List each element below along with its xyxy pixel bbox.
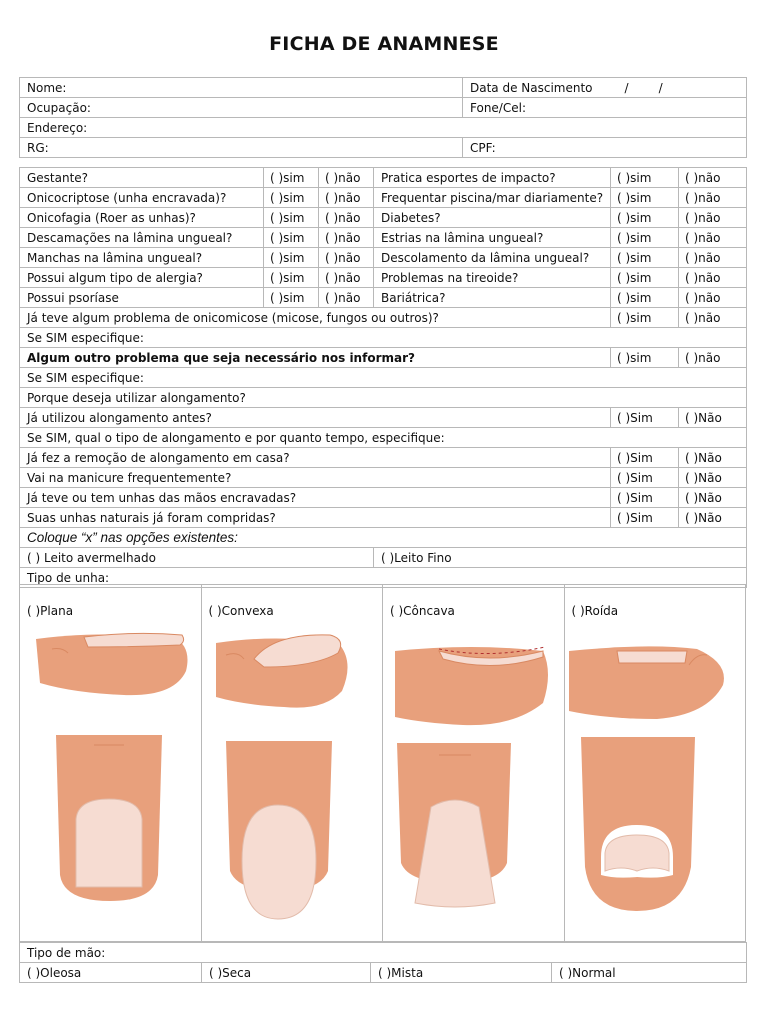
nome-field[interactable] [20, 78, 463, 98]
question-label: Já teve ou tem unhas das mãos encravadas? [20, 488, 611, 508]
question-label: Possui psoríase [20, 288, 264, 308]
sim-checkbox[interactable]: ( )sim [611, 188, 679, 208]
question-label: Algum outro problema que seja necessário nos informar? [20, 348, 611, 368]
sim-checkbox[interactable]: ( )Sim [611, 448, 679, 468]
cpf-field[interactable] [463, 138, 747, 158]
nao-checkbox[interactable]: ( )não [679, 268, 747, 288]
nao-checkbox[interactable]: ( )Não [679, 488, 747, 508]
sim-checkbox[interactable]: ( )sim [611, 228, 679, 248]
fone-label: Fone/Cel: [470, 100, 526, 115]
question-label: Onicocriptose (unha encravada)? [20, 188, 264, 208]
sim-checkbox[interactable]: ( )sim [611, 248, 679, 268]
sim-checkbox[interactable]: ( )sim [611, 348, 679, 368]
sim-checkbox[interactable]: ( )sim [264, 188, 319, 208]
nao-checkbox[interactable]: ( )não [679, 208, 747, 228]
normal-option[interactable]: ( )Normal [552, 963, 747, 983]
tipo-unha-label: Tipo de unha: [20, 568, 747, 588]
pair-row [20, 268, 747, 288]
nao-checkbox[interactable]: ( )Não [679, 448, 747, 468]
date-separator: / [624, 80, 629, 95]
question-label: Gestante? [20, 168, 264, 188]
pair-row [20, 288, 747, 308]
plana-side-illustration [34, 629, 194, 699]
nao-checkbox[interactable]: ( )não [319, 168, 374, 188]
fone-field[interactable] [463, 98, 747, 118]
nail-type-roida[interactable] [565, 585, 746, 941]
question-label: Onicofagia (Roer as unhas)? [20, 208, 264, 228]
pair-row [20, 248, 747, 268]
question-label: Descamações na lâmina ungueal? [20, 228, 264, 248]
questionnaire-table [19, 167, 747, 588]
endereco-label: Endereço: [27, 120, 88, 135]
nao-checkbox[interactable]: ( )não [679, 308, 747, 328]
mista-option[interactable]: ( )Mista [371, 963, 552, 983]
ocupacao-field[interactable] [20, 98, 463, 118]
question-label: Já utilizou alongamento antes? [20, 408, 611, 428]
pair-row [20, 168, 747, 188]
sim-checkbox[interactable]: ( )sim [611, 208, 679, 228]
question-label: Manchas na lâmina ungueal? [20, 248, 264, 268]
reason-field[interactable]: Porque deseja utilizar alongamento? [20, 388, 747, 408]
sim-checkbox[interactable]: ( )sim [611, 168, 679, 188]
rg-field[interactable] [20, 138, 463, 158]
nao-checkbox[interactable]: ( )Não [679, 468, 747, 488]
question-label: Suas unhas naturais já foram compridas? [20, 508, 611, 528]
concava-top-illustration [395, 743, 515, 913]
sim-checkbox[interactable]: ( )Sim [611, 488, 679, 508]
question-label: Pratica esportes de impacto? [374, 168, 611, 188]
specify-field[interactable]: Se SIM especifique: [20, 328, 747, 348]
seca-option[interactable]: ( )Seca [202, 963, 371, 983]
date-separator: / [658, 80, 663, 95]
rg-label: RG: [27, 140, 49, 155]
question-label: Possui algum tipo de alergia? [20, 268, 264, 288]
nao-checkbox[interactable]: ( )não [679, 228, 747, 248]
plana-option[interactable]: ( )Plana [27, 604, 74, 618]
nao-checkbox[interactable]: ( )não [679, 288, 747, 308]
pair-row [20, 188, 747, 208]
nao-checkbox[interactable]: ( )não [679, 168, 747, 188]
oleosa-option[interactable]: ( )Oleosa [20, 963, 202, 983]
sim-checkbox[interactable]: ( )sim [611, 288, 679, 308]
nao-checkbox[interactable]: ( )não [319, 208, 374, 228]
question-label: Frequentar piscina/mar diariamente? [374, 188, 611, 208]
leito-fino-option[interactable]: ( )Leito Fino [374, 548, 747, 568]
nail-types-panel [19, 584, 746, 942]
sim-checkbox[interactable]: ( )sim [264, 208, 319, 228]
sim-checkbox[interactable]: ( )Sim [611, 508, 679, 528]
data-nascimento-field[interactable] [463, 78, 747, 98]
hand-type-table [19, 942, 747, 983]
sim-checkbox[interactable]: ( )sim [611, 308, 679, 328]
convexa-option[interactable]: ( )Convexa [208, 604, 274, 618]
personal-info-table [19, 77, 747, 158]
nao-checkbox[interactable]: ( )não [319, 248, 374, 268]
leito-instruction: Coloque “x” nas opções existentes: [20, 528, 747, 548]
specify-field[interactable]: Se SIM especifique: [20, 368, 747, 388]
sim-checkbox[interactable]: ( )Sim [611, 468, 679, 488]
sim-checkbox[interactable]: ( )sim [264, 228, 319, 248]
concava-option[interactable]: ( )Côncava [390, 604, 455, 618]
sim-checkbox[interactable]: ( )sim [611, 268, 679, 288]
sim-checkbox[interactable]: ( )sim [264, 248, 319, 268]
nao-checkbox[interactable]: ( )não [679, 248, 747, 268]
leito-avermelhado-option[interactable]: ( ) Leito avermelhado [20, 548, 374, 568]
nail-type-convexa[interactable] [202, 585, 384, 941]
sim-checkbox[interactable]: ( )sim [264, 268, 319, 288]
question-label: Diabetes? [374, 208, 611, 228]
sim-checkbox[interactable]: ( )sim [264, 288, 319, 308]
nail-type-plana[interactable] [20, 585, 202, 941]
question-label: Estrias na lâmina ungueal? [374, 228, 611, 248]
roida-side-illustration [567, 643, 727, 723]
question-label: Já teve algum problema de onicomicose (micose, fungos ou outros)? [20, 308, 611, 328]
cpf-label: CPF: [470, 140, 496, 155]
concava-side-illustration [393, 643, 553, 733]
question-label: Bariátrica? [374, 288, 611, 308]
nome-label: Nome: [27, 80, 67, 95]
tipo-mao-label: Tipo de mão: [20, 943, 747, 963]
nao-checkbox[interactable]: ( )não [319, 288, 374, 308]
ocupacao-label: Ocupação: [27, 100, 91, 115]
nao-checkbox[interactable]: ( )não [679, 188, 747, 208]
data-nascimento-label: Data de Nascimento [470, 80, 593, 95]
nail-type-concava[interactable] [383, 585, 565, 941]
nao-checkbox[interactable]: ( )Não [679, 508, 747, 528]
specify-field[interactable]: Se SIM, qual o tipo de alongamento e por quanto tempo, especifique: [20, 428, 747, 448]
pair-row [20, 208, 747, 228]
endereco-field[interactable] [20, 118, 747, 138]
sim-checkbox[interactable]: ( )Sim [611, 408, 679, 428]
sim-checkbox[interactable]: ( )sim [264, 168, 319, 188]
convexa-top-illustration [224, 741, 334, 921]
question-label: Já fez a remoção de alongamento em casa? [20, 448, 611, 468]
question-label: Problemas na tireoide? [374, 268, 611, 288]
roida-top-illustration [579, 737, 697, 913]
nao-checkbox[interactable]: ( )não [679, 348, 747, 368]
nao-checkbox[interactable]: ( )não [319, 228, 374, 248]
roida-option[interactable]: ( )Roída [571, 604, 619, 618]
pair-row [20, 228, 747, 248]
page-title: FICHA DE ANAMNESE [269, 33, 499, 55]
nao-checkbox[interactable]: ( )não [319, 268, 374, 288]
nao-checkbox[interactable]: ( )não [319, 188, 374, 208]
nao-checkbox[interactable]: ( )Não [679, 408, 747, 428]
plana-top-illustration [54, 735, 164, 905]
question-label: Vai na manicure frequentemente? [20, 468, 611, 488]
convexa-side-illustration [214, 629, 354, 715]
question-label: Descolamento da lâmina ungueal? [374, 248, 611, 268]
